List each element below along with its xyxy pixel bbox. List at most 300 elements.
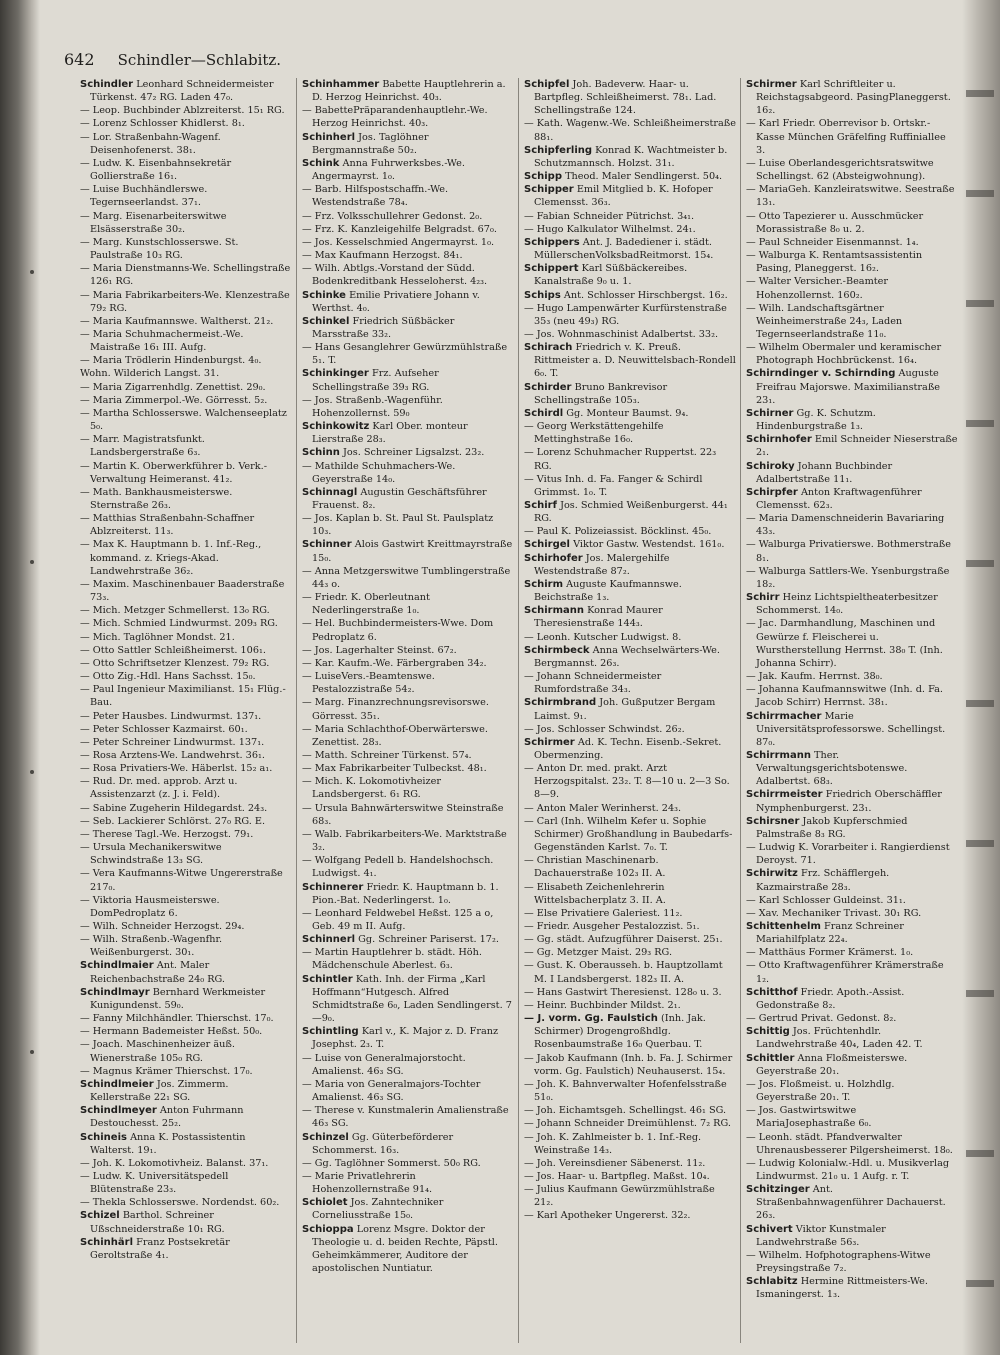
entry-text: Franz Schreiner Mariahilfplatz 22₄. — [756, 921, 904, 946]
entry-surname: Schink — [302, 157, 340, 169]
entry-surname: Schirmer — [524, 736, 575, 748]
directory-entry — [302, 236, 514, 249]
entry-text: — Sabine Zugeherin Hildegardst. 24₃. — [80, 802, 268, 814]
entry-text: — Paul Ingenieur Maximilianst. 15₁ Flüg.-Bau. — [80, 684, 286, 709]
entry-text: Wohn. Wilderich Langst. 31. — [80, 368, 220, 380]
entry-surname: Schindlmeyer — [80, 1105, 157, 1117]
entry-text: — Fanny Milchhändler. Thierschst. 17₀. — [80, 1013, 274, 1025]
entry-text: — Marg. Eisenarbeiterswitwe Elsässerstraße 30₂. — [80, 210, 227, 235]
directory-entry — [302, 394, 514, 420]
directory-entry — [80, 723, 292, 736]
directory-entry — [80, 1025, 292, 1038]
entry-text: — Ludw. K. Eisenbahnsekretär Gollierstraße 16₁. — [80, 157, 232, 183]
directory-entry — [80, 578, 292, 604]
column-rule — [518, 78, 519, 1343]
column-rule — [740, 78, 741, 1343]
entry-text: Jakob Kupferschmied Palmstraße 8₃ RG. — [756, 815, 908, 840]
entry-text: Anton Fuhrmann Destouchesst. 25₂. — [90, 1105, 244, 1130]
entry-surname: Schinkowitz — [302, 421, 370, 433]
entry-text: Emil Schneider Nieserstraße 2₁. — [756, 434, 958, 459]
directory-entry — [746, 1249, 958, 1275]
entry-text: — Julius Kaufmann Gewürzmühlstraße 21₂. — [524, 1184, 715, 1209]
entry-text: Kath. Inh. der Firma „Karl Hoffmann“Hutgesch. Alfred Schmidtstraße 6₀, Laden Sendlingerst. 7—9₀. — [312, 973, 512, 1025]
entry-text: — Maria Dienstmanns-We. Schellingstraße 126₁ RG. — [80, 263, 291, 288]
entry-text: Frz. Aufseher Schellingstraße 39₃ RG. — [312, 368, 439, 393]
entry-text: — Hugo Kalkulator Wilhelmst. 24₁. — [524, 223, 696, 235]
entry-text: Anna Wechselwärters-We. Bergmannst. 26₃. — [534, 644, 720, 669]
directory-entry — [80, 1196, 292, 1209]
directory-entry — [302, 104, 514, 130]
entry-text: Ad. K. Techn. Eisenb.-Sekret. Obermenzing. — [534, 736, 722, 761]
entry-text: — Karl Apotheker Ungererst. 32₂. — [524, 1210, 691, 1222]
directory-entry — [80, 670, 292, 683]
directory-entry — [524, 999, 736, 1012]
directory-entry — [80, 315, 292, 328]
directory-entry — [302, 775, 514, 801]
directory-entry — [80, 486, 292, 512]
entry-text: — Jos. Lagerhalter Steinst. 67₂. — [302, 644, 457, 656]
entry-surname: Schinzel — [302, 1131, 349, 1143]
entry-text: — Maria von Generalmajors-Tochter Amalienst. 46₃ SG. — [302, 1078, 481, 1104]
entry-text: — Maria Schuhmachermeist.-We. Maistraße 16₁ III. Aufg. — [80, 328, 244, 354]
directory-entry — [746, 1078, 958, 1104]
entry-text: — Georg Werkstättengehilfe Mettinghstraße 16₀. — [524, 421, 664, 446]
directory-entry — [746, 617, 958, 670]
entry-text: Friedrich Süßbäcker Marsstraße 33₂. — [312, 315, 455, 340]
entry-text: — Jos. Schlosser Schwindst. 26₂. — [524, 723, 685, 735]
directory-entry — [746, 460, 958, 486]
entry-surname: Schirrmacher — [746, 710, 822, 722]
entry-text: — Wilhelm. Hofphotographens-Witwe Preysingstraße 7₂. — [746, 1249, 931, 1275]
entry-text: — Joh. K. Zahlmeister b. 1. Inf.-Reg. Weinstraße 14₃. — [524, 1131, 702, 1156]
directory-entry — [524, 78, 736, 117]
entry-surname: Schirhofer — [524, 552, 583, 564]
entry-surname: Schips — [524, 289, 561, 301]
directory-entry — [302, 446, 514, 459]
entry-text: Marie Universitätsprofessorswe. Schellingst. 87₀. — [756, 710, 946, 748]
directory-entry — [524, 210, 736, 223]
entry-text: — Walb. Fabrikarbeiters-We. Marktstraße 3₂. — [302, 828, 507, 854]
entry-text: — Jos. Kesselschmied Angermayrst. 1₀. — [302, 236, 495, 248]
entry-text: — Johann Schneidermeister Rumfordstraße 34₃. — [524, 671, 662, 696]
page-header — [64, 50, 944, 76]
directory-entry — [80, 1104, 292, 1130]
directory-entry — [80, 631, 292, 644]
entry-text: — Wilh. Landschaftsgärtner Weinheimerstraße 24₃, Laden Tegernseerlandstraße 11₀. — [746, 302, 903, 340]
directory-entry — [746, 907, 958, 920]
directory-entry — [80, 841, 292, 867]
directory-entry — [746, 841, 958, 867]
entry-text: Karl Ober. monteur Lierstraße 28₃. — [312, 421, 468, 446]
entry-surname: Schirndinger v. Schirnding — [746, 368, 896, 380]
directory-entry — [302, 749, 514, 762]
entry-text: — Leonhard Feldwebel Heßst. 125 a o, Geb. 49 m II. Aufg. — [302, 907, 494, 932]
entry-text: Viktor Gastw. Westendst. 161₀. — [573, 539, 725, 551]
directory-entry — [80, 328, 292, 354]
directory-entry — [80, 354, 292, 367]
directory-entry — [302, 591, 514, 617]
entry-text: — Jos. Gastwirtswitwe MariaJosephastraße 6₀. — [746, 1105, 872, 1130]
entry-text: Bernhard Werkmeister Kunigundenst. 59₀. — [90, 986, 266, 1011]
directory-entry — [302, 802, 514, 828]
entry-text: Joh. Gußputzer Bergam Laimst. 9₁. — [534, 697, 716, 722]
entry-surname: Schitzinger — [746, 1184, 810, 1196]
entry-surname: Schindlmayr — [80, 986, 150, 998]
entry-text: Anna Floßmeisterswe. Geyerstraße 20₁. — [756, 1052, 908, 1077]
directory-entry — [524, 907, 736, 920]
entry-text: Jos. Schmied Weißenburgerst. 44₁ RG. — [534, 500, 728, 525]
directory-entry — [524, 986, 736, 999]
entry-text: — Xav. Mechaniker Trivast. 30₁ RG. — [746, 907, 922, 919]
entry-surname: — J. vorm. Gg. Faulstich — [524, 1013, 658, 1025]
directory-entry — [524, 1209, 736, 1222]
directory-entry — [302, 828, 514, 854]
entry-surname: Schinnagl — [302, 486, 358, 498]
entry-text: — Max Kaufmann Herzogst. 84₁. — [302, 250, 463, 262]
directory-entry — [302, 460, 514, 486]
directory-entry — [746, 433, 958, 459]
entry-text: — Kath. Wagenw.-We. Schleißheimerstraße 88₁. — [524, 118, 736, 143]
entry-text: — Frz. Volksschullehrer Gedonst. 2₀. — [302, 210, 483, 222]
directory-entry — [80, 381, 292, 394]
entry-text: — Peter Hausbes. Lindwurmst. 137₁. — [80, 710, 262, 722]
directory-entry — [80, 1131, 292, 1157]
directory-entry — [746, 78, 958, 117]
entry-surname: Schirnhofer — [746, 434, 812, 446]
directory-entry — [302, 1052, 514, 1078]
entry-text: — Ursula Mechanikerswitwe Schwindstraße 13₃ SG. — [80, 842, 222, 867]
entry-text: — Johann Schneider Dreimühlenst. 7₂ RG. — [524, 1118, 731, 1130]
entry-surname: Schinhammer — [302, 79, 380, 90]
directory-entry — [524, 854, 736, 880]
entry-text: — Anton Dr. med. prakt. Arzt Herzogspitalst. 23₂. T. 8—10 u. 2—3 So. 8—9. — [524, 763, 730, 801]
directory-entry — [80, 775, 292, 801]
entry-text: — Wolfgang Pedell b. Handelshochsch. Ludwigst. 4₁. — [302, 855, 494, 880]
directory-entry — [746, 920, 958, 946]
entry-text: — Thekla Schlosserswe. Nordendst. 60₂. — [80, 1197, 280, 1209]
entry-text: — Leonh. Kutscher Ludwigst. 8. — [524, 631, 682, 643]
directory-entry — [746, 815, 958, 841]
directory-entry — [302, 644, 514, 657]
directory-entry — [746, 591, 958, 617]
entry-text: (Inh. Jak. Schirmer) Drogengroßhdlg. Rosenbaumstraße 16₀ Querbau. T. — [534, 1013, 706, 1051]
directory-entry — [746, 867, 958, 893]
directory-entry — [524, 762, 736, 801]
directory-entry — [302, 1104, 514, 1130]
directory-entry — [80, 683, 292, 709]
entry-text: — Maria Fabrikarbeiters-We. Klenzestraße 79₂ RG. — [80, 289, 290, 314]
directory-entry — [302, 854, 514, 880]
entry-text: Anton Kraftwagenführer Clemensst. 62₃. — [756, 486, 922, 511]
entry-surname: Schinkinger — [302, 368, 369, 380]
directory-entry — [524, 920, 736, 933]
directory-entry — [746, 407, 958, 433]
entry-surname: Schinnerl — [302, 934, 356, 946]
column-2 — [302, 78, 514, 1343]
entry-text: — Maxim. Maschinenbauer Baaderstraße 73₃. — [80, 578, 285, 604]
entry-text: — Johanna Kaufmannswitwe (Inh. d. Fa. Jacob Schirr) Herrnst. 38₁. — [746, 684, 943, 709]
directory-entry — [80, 986, 292, 1012]
entry-text: Karl Schriftleiter u. Reichstagsabgeord. PasingPlaneggerst. 16₂. — [756, 79, 951, 117]
entry-surname: Schinn — [302, 447, 340, 459]
directory-entry — [524, 262, 736, 288]
entry-text: Gg. Güterbeförderer Schommerst. 16₃. — [312, 1131, 454, 1156]
entry-text: — Fabian Schneider Pütrichst. 3₄₁. — [524, 210, 695, 222]
entry-text: Ther. Verwaltungsgerichtsbotenswe. Adalbertst. 68₃. — [756, 749, 908, 788]
directory-entry — [302, 538, 514, 564]
directory-entry — [302, 1025, 514, 1051]
directory-entry — [80, 867, 292, 893]
directory-entry — [746, 1012, 958, 1025]
directory-entry — [524, 1157, 736, 1170]
entry-text: Friedrich Oberschäffler Nymphenburgerst. 23₁. — [756, 789, 942, 814]
entry-text: — Walburga K. Rentamtsassistentin Pasing, Planeggerst. 16₂. — [746, 250, 923, 275]
entry-text: Konrad K. Wachtmeister b. Schutzmannsch. Holzst. 31₁. — [534, 144, 728, 169]
entry-surname: Schineis — [80, 1131, 127, 1143]
entry-surname: Schindlmeier — [80, 1078, 154, 1090]
directory-entry — [746, 1104, 958, 1130]
entry-text: — Ludwig K. Vorarbeiter i. Rangierdienst Deroyst. 71. — [746, 842, 950, 867]
directory-entry — [746, 512, 958, 538]
directory-entry — [80, 802, 292, 815]
entry-surname: Schippers — [524, 236, 580, 248]
directory-entry — [746, 275, 958, 301]
directory-entry — [302, 973, 514, 1026]
directory-entry — [524, 525, 736, 538]
directory-entry — [746, 959, 958, 985]
entry-text: — Peter Schlosser Kazmairst. 60₁. — [80, 723, 248, 735]
directory-entry — [524, 223, 736, 236]
entry-text: Joh. Badeverw. Haar- u. Bartpfleg. Schleißheimerst. 78₁. Lad. Schellingstraße 124. — [534, 79, 717, 117]
entry-text: Viktor Kunstmaler Landwehrstraße 56₃. — [756, 1223, 886, 1248]
directory-entry — [302, 223, 514, 236]
entry-text: — Ursula Bahnwärterswitwe Steinstraße 68₃. — [302, 802, 504, 827]
directory-entry — [524, 420, 736, 446]
directory-entry — [302, 315, 514, 341]
entry-text: — Karl Schlosser Guldeinst. 31₁. — [746, 894, 906, 906]
directory-entry — [524, 236, 736, 262]
entry-text: — Elisabeth Zeichenlehrerin Wittelsbacherplatz 3. II. A. — [524, 881, 666, 906]
directory-entry — [302, 696, 514, 722]
entry-text: — Joh. Eichamtsgeh. Schellingst. 46₁ SG. — [524, 1105, 727, 1117]
entry-text: — Maria Zigarrenhdlg. Zenettist. 29₀. — [80, 381, 266, 393]
column-1 — [80, 78, 292, 1343]
directory-entry — [302, 262, 514, 288]
directory-entry — [80, 157, 292, 183]
entry-text: — Kar. Kaufm.-We. Färbergraben 34₂. — [302, 657, 487, 669]
entry-text: — Wilh. Schneider Herzogst. 29₄. — [80, 921, 245, 932]
entry-surname: Schirmbrand — [524, 697, 597, 709]
entry-text: — BabettePräparandenhauptlehr.-We. Herzog Heinrichst. 40₃. — [302, 105, 488, 130]
entry-surname: Schirm — [524, 578, 564, 590]
directory-entry — [80, 710, 292, 723]
directory-entry — [80, 131, 292, 157]
entry-surname: Schinke — [302, 289, 346, 301]
entry-surname: Schioppa — [302, 1223, 354, 1235]
entry-text: Anna Fuhrwerksbes.-We. Angermayrst. 1₀. — [312, 157, 465, 183]
directory-entry — [80, 460, 292, 486]
entry-text: — Matth. Schreiner Türkenst. 57₄. — [302, 749, 472, 761]
column-rule — [296, 78, 297, 1343]
entry-text: Auguste Freifrau Majorswe. Maximilianstraße 23₁. — [756, 368, 941, 406]
entry-surname: Schinkel — [302, 315, 350, 327]
entry-surname: Schiroky — [746, 460, 795, 472]
directory-entry — [746, 302, 958, 341]
entry-text: — Joach. Maschinenheizer äuß. Wienerstraße 105₀ RG. — [80, 1039, 235, 1064]
directory-entry — [302, 512, 514, 538]
directory-entry — [80, 236, 292, 262]
entry-text: — Friedr. K. Oberleutnant Nederlingerstraße 1₀. — [302, 592, 430, 617]
entry-text: — Christian Maschinenarb. Dachauerstraße 102₃ II. A. — [524, 855, 666, 880]
entries-columns — [80, 78, 960, 1343]
directory-entry — [302, 367, 514, 393]
entry-text: Hermine Rittmeisters-We. Ismaningerst. 1₃. — [756, 1276, 928, 1301]
directory-entry — [524, 1104, 736, 1117]
entry-text: — Maria Kaufmannswe. Waltherst. 21₂. — [80, 315, 274, 327]
directory-entry — [524, 117, 736, 143]
directory-entry — [746, 183, 958, 209]
entry-surname: Schipfel — [524, 79, 570, 90]
entry-surname: Schitthof — [746, 986, 798, 998]
entry-text: Ant. J. Badediener i. städt. MüllerschenVolksbadReitmorst. 15₄. — [534, 236, 714, 262]
directory-entry — [80, 183, 292, 209]
directory-entry — [746, 367, 958, 406]
entry-text: — Walter Versicher.-Beamter Hohenzollernst. 160₂. — [746, 276, 889, 301]
entry-text: — Martin Hauptlehrer b. städt. Höh. Mädchenschule Aberlest. 6₃. — [302, 947, 482, 972]
directory-entry — [302, 420, 514, 446]
directory-entry — [746, 683, 958, 709]
entry-text: Emil Mitglied b. K. Hofoper Clemensst. 36₃. — [534, 184, 713, 209]
entry-text: Barthol. Schreiner Ußschneiderstraße 10₁ RG. — [90, 1210, 225, 1235]
directory-entry — [302, 1157, 514, 1170]
next-page-edge — [962, 0, 1000, 1355]
entry-text: — Jos. Kaplan b. St. Paul St. Paulsplatz 10₃. — [302, 513, 494, 538]
entry-text: Franz Postsekretär Geroltstraße 4₁. — [90, 1236, 230, 1261]
directory-entry — [302, 210, 514, 223]
entry-text: — Seb. Lackierer Schlörst. 27₀ RG. E. — [80, 815, 266, 827]
entry-text: — Jak. Kaufm. Herrnst. 38₀. — [746, 671, 883, 683]
entry-text: Jos. Taglöhner Bergmannstraße 50₂. — [312, 131, 429, 156]
entry-surname: Schirsner — [746, 815, 800, 827]
directory-entry — [80, 762, 292, 775]
entry-surname: Schittig — [746, 1026, 790, 1038]
entry-text: Ant. Schlosser Hirschbergst. 16₂. — [563, 289, 728, 301]
entry-text: Jos. Malergehilfe Westendstraße 87₂. — [534, 552, 670, 577]
entry-text: — Mathilde Schuhmachers-We. Geyerstraße 14₀. — [302, 460, 456, 485]
directory-entry — [80, 117, 292, 130]
entry-text: Augustin Geschäftsführer Frauenst. 8₂. — [312, 486, 487, 511]
entry-text: — Jos. Haar- u. Bartpfleg. Maßst. 10₄. — [524, 1170, 710, 1182]
directory-entry — [746, 249, 958, 275]
directory-entry — [524, 696, 736, 722]
entry-text: — Otto Sattler Schleißheimerst. 106₁. — [80, 644, 266, 656]
entry-surname: Schittenhelm — [746, 921, 821, 932]
directory-entry — [746, 1131, 958, 1157]
entry-text: — Maria Schlachthof-Oberwärterswe. Zenettist. 28₃. — [302, 723, 488, 748]
directory-entry — [80, 657, 292, 670]
entry-text: Leonhard Schneidermeister Türkenst. 47₂ RG. Laden 47₀. — [90, 79, 274, 104]
directory-entry — [746, 894, 958, 907]
entry-text: — Joh. Vereinsdiener Säbenerst. 11₂. — [524, 1157, 706, 1169]
directory-entry — [746, 1275, 958, 1301]
directory-entry — [80, 1170, 292, 1196]
directory-entry — [524, 183, 736, 209]
directory-entry — [302, 1078, 514, 1104]
entry-text: — Martha Schlosserswe. Walchenseeplatz 5₀. — [80, 407, 287, 433]
entry-text: — Therese Tagl.-We. Herzogst. 79₁. — [80, 828, 254, 840]
entry-text: — Mich. K. Lokomotivheizer Landsbergerst. 6₁ RG. — [302, 776, 441, 801]
entry-text: — Wilhelm Obermaler und keramischer Photograph Hochbrückenst. 16₄. — [746, 342, 942, 367]
entry-surname: Schirmbeck — [524, 644, 590, 656]
directory-entry — [746, 117, 958, 156]
directory-entry — [302, 341, 514, 367]
directory-entry — [524, 289, 736, 302]
directory-entry — [302, 907, 514, 933]
entry-text: — Else Privatiere Galeriest. 11₂. — [524, 907, 683, 919]
directory-entry — [80, 367, 292, 380]
directory-entry — [80, 394, 292, 407]
entry-text: — Friedr. Ausgeher Pestalozzist. 5₁. — [524, 921, 700, 932]
directory-entry — [302, 565, 514, 591]
directory-entry — [80, 828, 292, 841]
entry-text: Ant. Maler Reichenbachstraße 24₀ RG. — [90, 960, 226, 985]
directory-entry — [524, 946, 736, 959]
directory-entry — [524, 1117, 736, 1130]
directory-entry — [302, 157, 514, 183]
entry-text: — Marg. Kunstschlosserswe. St. Paulstraße 10₃ RG. — [80, 236, 239, 262]
entry-text: Alois Gastwirt Kreittmayrstraße 15₀. — [312, 539, 513, 564]
entry-text: — Marie Privatlehrerin Hohenzollernstraße 91₄. — [302, 1170, 433, 1196]
directory-entry — [302, 131, 514, 157]
directory-entry — [524, 1131, 736, 1157]
entry-text: — Therese v. Kunstmalerin Amalienstraße 46₃ SG. — [302, 1105, 509, 1130]
entry-text: — Jos. Wohnmaschinist Adalbertst. 33₂. — [524, 328, 719, 340]
entry-text: — Mich. Taglöhner Mondst. 21. — [80, 631, 235, 643]
entry-text: — Jakob Kaufmann (Inh. b. Fa. J. Schirmer vorm. Gg. Faulstich) Neuhauserst. 15₄. — [524, 1052, 733, 1077]
directory-entry — [80, 815, 292, 828]
entry-text: — Max K. Hauptmann b. 1. Inf.-Reg., kommand. z. Kriegs-Akad. Landwehrstraße 36₂. — [80, 539, 262, 577]
entry-text: — Max Fabrikarbeiter Tulbeckst. 48₁. — [302, 763, 487, 775]
entry-text: — Walburga Sattlers-We. Ysenburgstraße 18₂. — [746, 565, 950, 590]
entry-surname: Schinnerer — [302, 881, 364, 893]
entry-text: Gg. K. Schutzm. Hindenburgstraße 1₃. — [756, 407, 876, 433]
directory-entry — [80, 736, 292, 749]
directory-entry — [524, 170, 736, 183]
entry-surname: Schipferling — [524, 144, 593, 156]
entry-surname: Schirmer — [746, 79, 797, 90]
entry-text: — Luise Buchhändlerswe. Tegernseerlandst. 37₁. — [80, 184, 208, 209]
directory-entry — [80, 617, 292, 630]
entry-surname: Schittler — [746, 1052, 795, 1064]
directory-entry — [80, 1012, 292, 1025]
entry-text: — Otto Kraftwagenführer Krämerstraße 1₂. — [746, 960, 944, 985]
directory-entry — [524, 341, 736, 380]
entry-text: Friedrich v. K. Preuß. Rittmeister a. D. Neuwittelsbach-Rondell 6₀. T. — [534, 342, 736, 380]
entry-text: — Anton Maler Werinherst. 24₃. — [524, 802, 682, 814]
directory-entry — [524, 552, 736, 578]
entry-text: — Viktoria Hausmeisterswe. DomPedroplatz 6. — [80, 894, 220, 919]
directory-entry — [746, 749, 958, 788]
entry-text: — Mich. Schmied Lindwurmst. 209₃ RG. — [80, 618, 278, 630]
directory-entry — [302, 657, 514, 670]
directory-entry — [524, 328, 736, 341]
directory-entry — [80, 1157, 292, 1170]
directory-entry — [80, 749, 292, 762]
directory-entry — [302, 289, 514, 315]
directory-entry — [80, 262, 292, 288]
entry-text: — Vera Kaufmanns-Witwe Ungererstraße 217₀. — [80, 868, 283, 893]
entry-text: Bruno Bankrevisor Schellingstraße 105₃. — [534, 381, 668, 406]
